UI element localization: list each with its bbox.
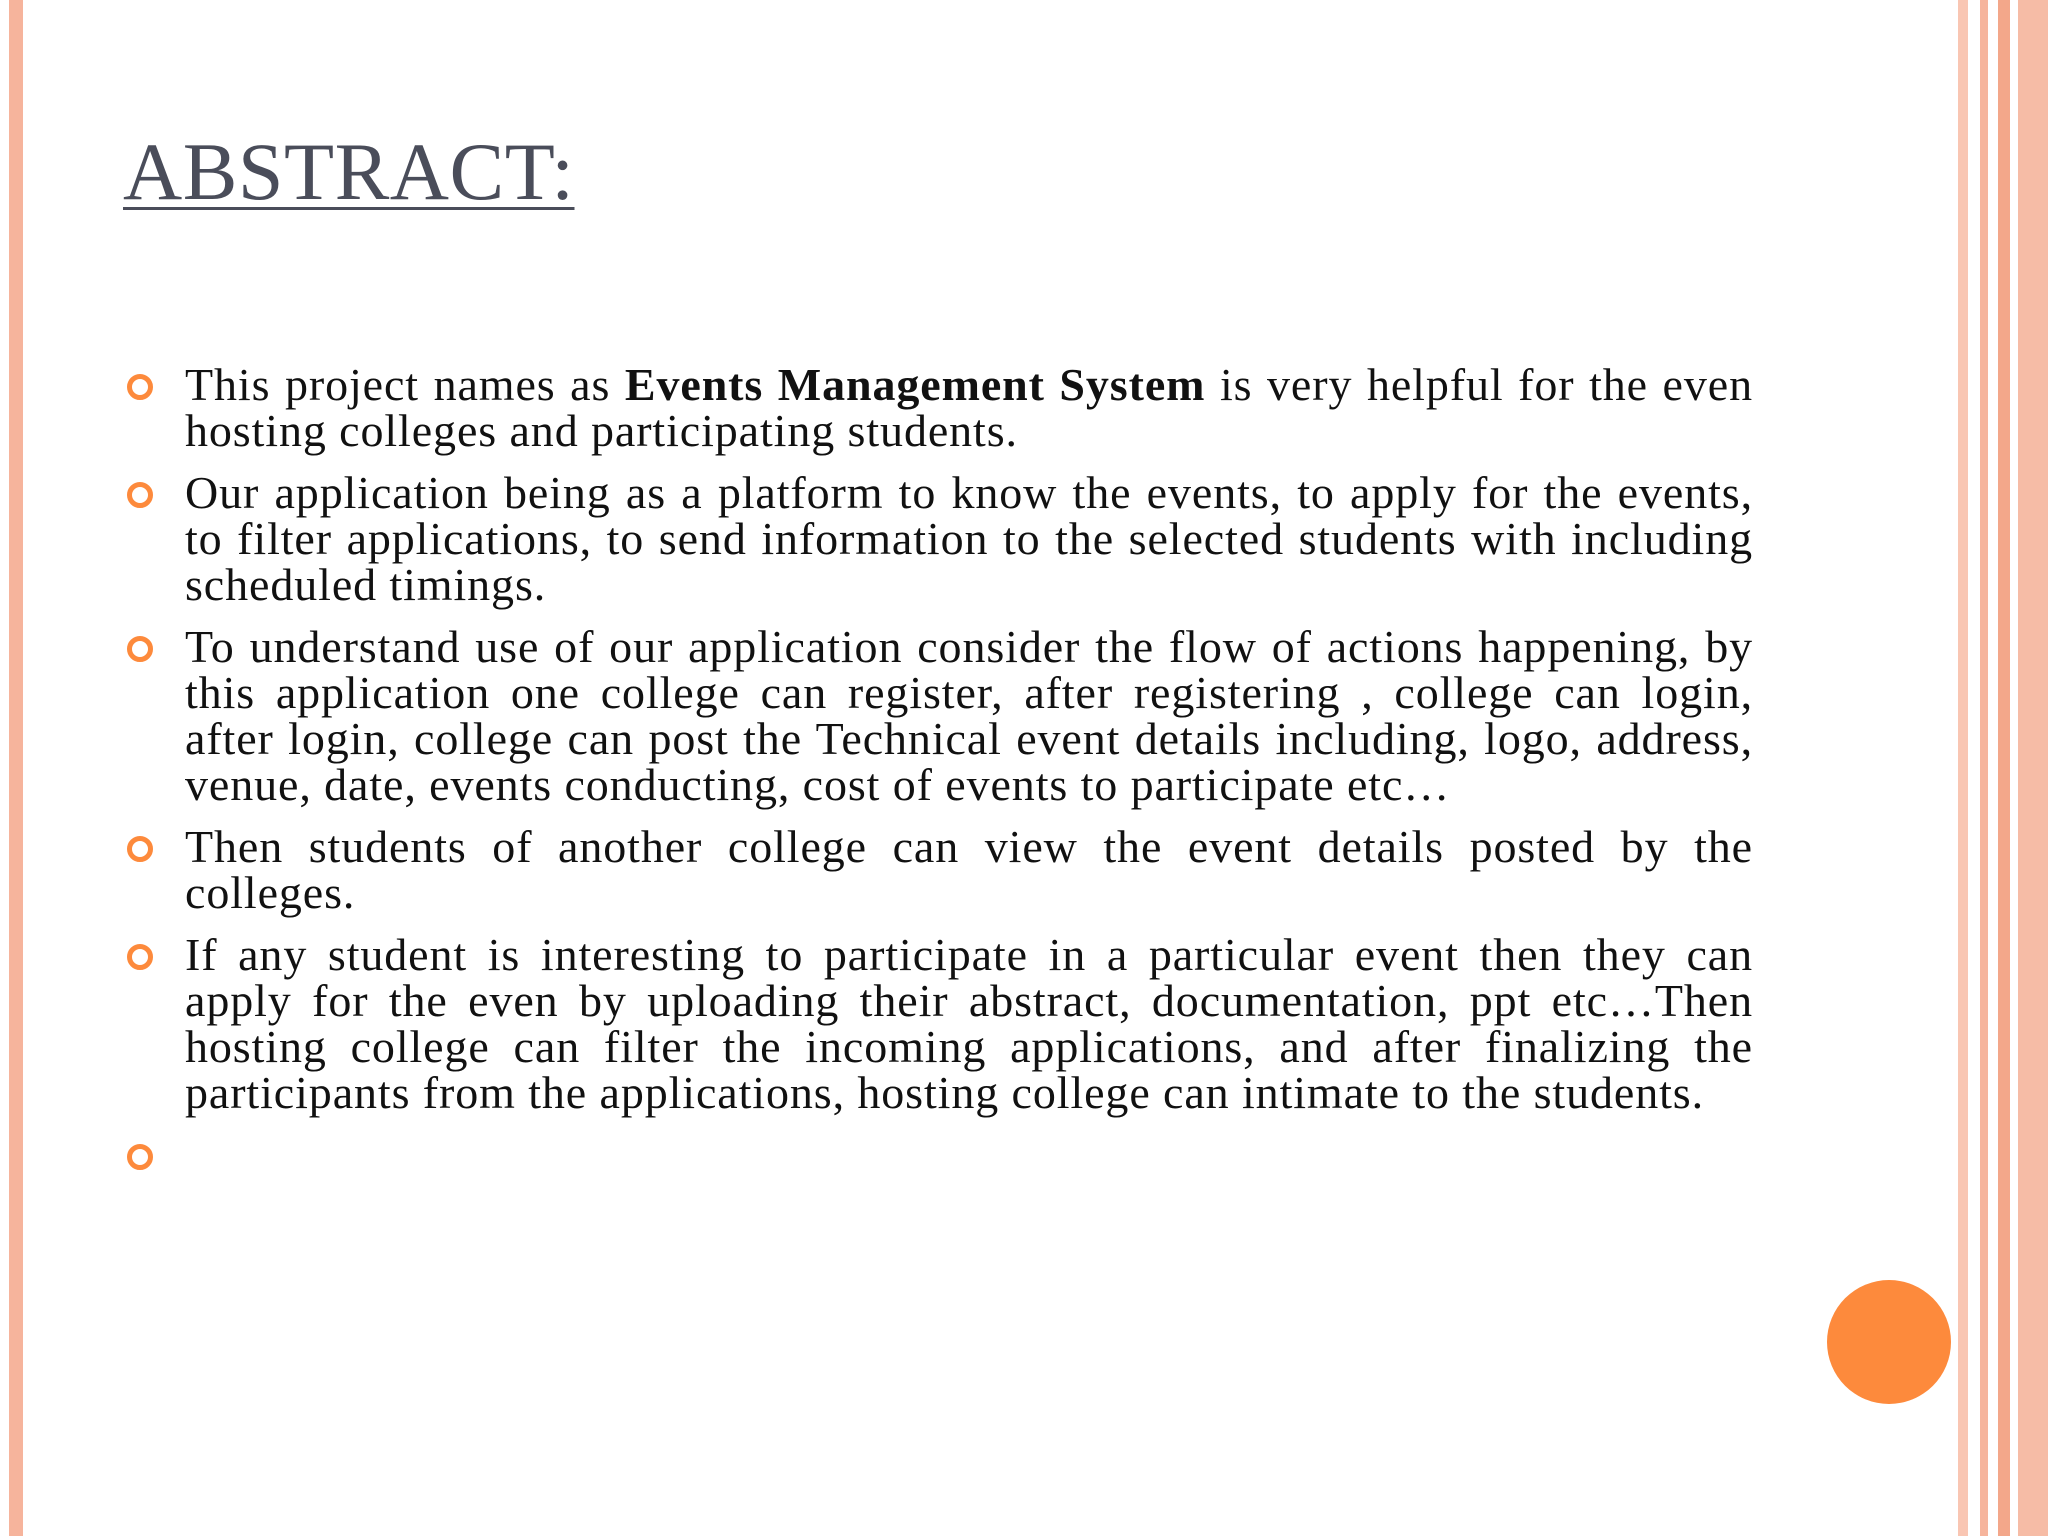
bullet-list — [123, 359, 1753, 1194]
bullet-text-segment: This project names as — [185, 359, 625, 410]
hollow-circle-bullet-icon — [127, 636, 153, 662]
left-border-stripe — [9, 0, 23, 1536]
bullet-text: To understand use of our application consider the flow of actions happening, by this application one college can register, after registering , college can login, after login, college can post the Technical event details including, logo, address, venue, date, events conducting, cost of events to participate etc… — [185, 621, 1753, 810]
bullet-item — [123, 821, 1753, 918]
bullet-text — [185, 359, 1753, 456]
orange-dot-icon — [1827, 1280, 1951, 1404]
bullet-item — [123, 621, 1753, 810]
bullet-item — [123, 929, 1753, 1118]
bullet-item-empty — [123, 1132, 1753, 1178]
hollow-circle-bullet-icon — [127, 482, 153, 508]
project-name-bold: Events Management System — [624, 359, 1206, 410]
bullet-text: Then students of another college can view the event details posted by the colleges. — [185, 821, 1753, 918]
bullet-text — [185, 1132, 1753, 1178]
right-border-stripe — [1980, 0, 1988, 1536]
bullet-text-segment: is very helpful for the even hosting colleges and participating students. — [185, 359, 1753, 456]
hollow-circle-bullet-icon — [127, 374, 153, 400]
right-border-stripe — [1998, 0, 2010, 1536]
right-border-stripe — [1958, 0, 1968, 1536]
slide-title: ABSTRACT: — [123, 126, 575, 217]
bullet-text: Our application being as a platform to know the events, to apply for the events, to filter applications, to send information to the selected students with including scheduled timings. — [185, 467, 1753, 610]
hollow-circle-bullet-icon — [127, 836, 153, 862]
hollow-circle-bullet-icon — [127, 944, 153, 970]
bullet-item — [123, 467, 1753, 610]
right-border-stripe — [2018, 0, 2048, 1536]
bullet-item — [123, 359, 1753, 456]
bullet-text: If any student is interesting to participate in a particular event then they can apply for the even by uploading their abstract, documentation, ppt etc…Then hosting college can filter the incoming applications, and after finalizing the participants from the applications, hosting college can intimate to the students. — [185, 929, 1753, 1118]
hollow-circle-bullet-icon — [127, 1144, 153, 1170]
